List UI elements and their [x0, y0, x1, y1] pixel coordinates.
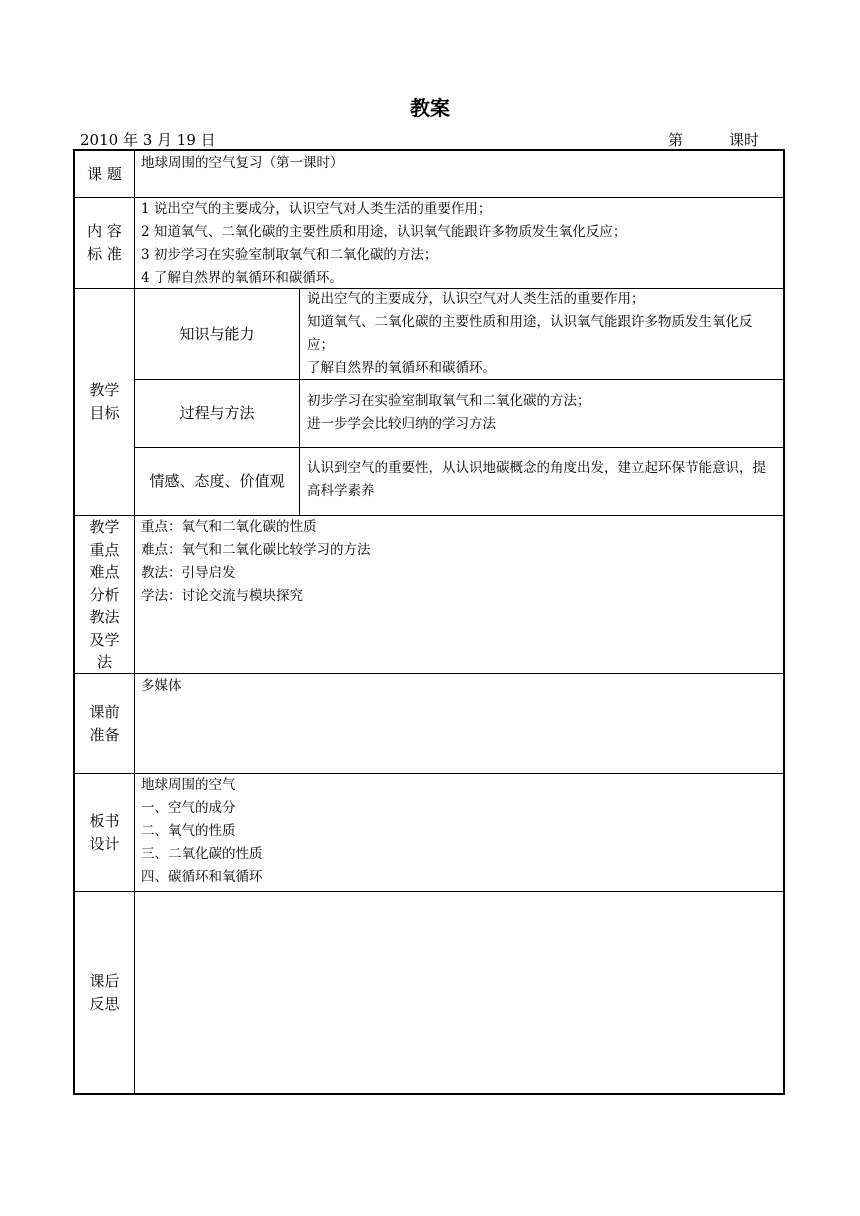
- reflection-label: [75, 892, 134, 1093]
- board-list: [141, 774, 263, 889]
- focus-label-line: 难点: [89, 563, 120, 581]
- prep-value: 多媒体: [141, 678, 182, 694]
- process-label: 过程与方法: [179, 404, 255, 422]
- topic-label: 课 题: [87, 164, 122, 183]
- col-divider: [299, 288, 300, 515]
- reflection-content: [135, 892, 783, 1093]
- standards-label: [75, 198, 134, 288]
- emotion-label: 情感、态度、价值观: [149, 472, 285, 490]
- period-prefix: 第: [668, 131, 684, 149]
- knowledge-label: 知识与能力: [179, 324, 255, 343]
- list-item: 学法：讨论交流与模块探究: [141, 588, 303, 604]
- focus-label-line: 及学: [89, 630, 120, 649]
- list-item: 地球周围的空气: [141, 777, 236, 793]
- list-item: 四、碳循环和氧循环: [141, 869, 263, 885]
- reflection-label-line2: 反思: [89, 994, 120, 1013]
- list-item: 说出空气的主要成分，认识空气对人类生活的重要作用；: [307, 291, 645, 307]
- list-item: 教法：引导启发: [141, 565, 236, 581]
- list-item: 二、氧气的性质: [141, 823, 236, 839]
- standards-label-line2: 标 准: [87, 245, 122, 263]
- standards-list: [141, 198, 626, 290]
- document-title: 教案: [410, 96, 450, 120]
- focus-label: [75, 516, 134, 673]
- topic-value: 地球周围的空气复习（第一课时）: [141, 155, 344, 171]
- list-item: 一、空气的成分: [141, 800, 236, 816]
- focus-list: [141, 516, 371, 608]
- goals-label: [75, 289, 134, 515]
- focus-label-line: 法: [96, 653, 112, 671]
- list-item: 认识到空气的重要性，从认识地碳概念的角度出发，建立起环保节能意识，提高科学素养: [307, 460, 766, 499]
- reflection-label-line1: 课后: [89, 971, 120, 990]
- period-suffix: 课时: [729, 131, 760, 149]
- focus-label-line: 重点: [89, 540, 120, 559]
- list-item: 重点：氧气和二氧化碳的性质: [141, 519, 317, 535]
- lesson-plan-table: [73, 149, 785, 1095]
- board-label-line1: 板书: [89, 811, 120, 830]
- list-item: 三、二氧化碳的性质: [141, 846, 263, 862]
- prep-label: [75, 674, 134, 773]
- list-item: 2 知道氧气、二氧化碳的主要性质和用途，认识氧气能跟许多物质发生氧化反应；: [141, 224, 627, 240]
- lesson-period: [668, 129, 759, 150]
- focus-label-line: 教法: [89, 608, 120, 626]
- list-item: 难点：氧气和二氧化碳比较学习的方法: [141, 542, 371, 558]
- goals-label-line1: 教学: [89, 381, 120, 399]
- list-item: 4 了解自然界的氧循环和碳循环。: [141, 270, 343, 286]
- list-item: 了解自然界的氧循环和碳循环。: [307, 360, 496, 376]
- list-item: 知道氧气、二氧化碳的主要性质和用途，认识氧气能跟许多物质发生氧化反应；: [307, 314, 753, 353]
- list-item: 3 初步学习在实验室制取氧气和二氧化碳的方法；: [141, 247, 438, 263]
- lesson-date: 2010 年 3 月 19 日: [80, 131, 216, 149]
- emotion-list: [307, 457, 779, 503]
- board-label-line2: 设计: [89, 834, 120, 853]
- list-item: 进一步学会比较归纳的学习方法: [307, 416, 496, 432]
- row-divider: [75, 673, 783, 674]
- board-label: [75, 774, 134, 891]
- knowledge-list: [307, 288, 777, 380]
- list-item: 初步学习在实验室制取氧气和二氧化碳的方法；: [307, 393, 591, 409]
- prep-label-line2: 准备: [89, 725, 120, 744]
- standards-label-line1: 内 容: [87, 222, 122, 240]
- list-item: 1 说出空气的主要成分，认识空气对人类生活的重要作用；: [141, 201, 492, 217]
- process-list: [307, 390, 591, 436]
- prep-label-line1: 课前: [89, 702, 120, 721]
- focus-label-line: 教学: [89, 518, 120, 536]
- focus-label-line: 分析: [89, 585, 120, 604]
- goals-label-line2: 目标: [89, 404, 120, 422]
